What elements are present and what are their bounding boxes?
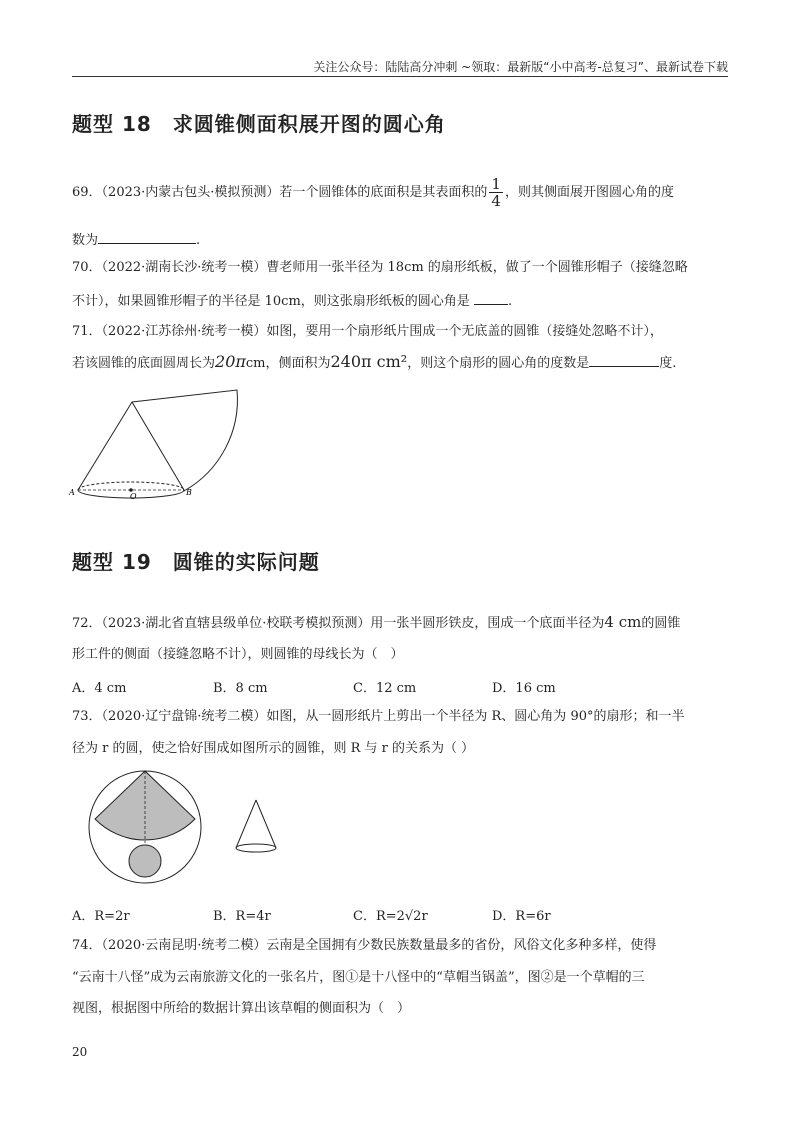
question-71-line2	[72, 352, 732, 374]
question-74	[72, 936, 732, 956]
circle-cutout-figure	[86, 770, 311, 886]
question-69	[72, 176, 732, 209]
q72-line2: 形工件的侧面（接缝忽略不计），则圆锥的母线长为（ ）	[72, 647, 404, 662]
q72-line1b: 的圆锥	[641, 616, 681, 631]
q69-text: 69．（2023·内蒙古包头·模拟预测）若一个圆锥体的底面积是其表面积的	[72, 185, 488, 200]
fraction-denominator: 4	[491, 192, 501, 210]
question-74-line2	[72, 968, 732, 988]
q74-line1: 74．（2020·云南昆明·统考二模）云南是全国拥有少数民族数量最多的省份，风俗文化多种多样，使得	[72, 938, 657, 953]
question-74-line3	[72, 999, 732, 1019]
q70-line1: 70．（2022·湖南长沙·统考一模）曹老师用一张半径为 18cm 的扇形纸板，做了一个圆锥形帽子（接缝忽略	[72, 260, 688, 275]
q73-option-b[interactable]: B．R=4r	[213, 909, 271, 924]
question-73	[72, 707, 732, 727]
q71-math-circumference: 20π	[215, 352, 246, 371]
q72-option-a[interactable]: A．4 cm	[72, 681, 127, 696]
question-72-line2	[72, 645, 732, 665]
cone-sector-figure	[66, 385, 256, 505]
cone-right-edge	[256, 800, 276, 848]
q69-fraction	[489, 176, 503, 209]
page-number: 20	[72, 1045, 88, 1059]
q69-suffix: ，则其侧面展开图圆心角的度	[504, 185, 674, 200]
question-72	[72, 612, 732, 634]
q73-option-d[interactable]: D．R=6r	[492, 909, 551, 924]
fraction-numerator: 1	[491, 175, 501, 193]
page-header: 关注公众号：陆陆高分冲刺 ~领取：最新版“小中高考-总复习”、最新试卷下载	[313, 60, 728, 74]
q70-line2: 不计），如果圆锥形帽子的半径是 10cm，则这张扇形纸板的圆心角是	[72, 294, 470, 309]
q74-line2: “云南十八怪”成为云南旅游文化的一张名片，图①是十八怪中的“草帽当锅盖”，图②是一个草帽的三	[72, 970, 645, 985]
section-title-19: 题型 19 圆锥的实际问题	[72, 550, 320, 574]
q72-line1a: 72．（2023·湖北省直辖县级单位·校联考模拟预测）用一张半圆形铁皮，围成一个底面半径为	[72, 616, 605, 631]
cone-base	[236, 844, 276, 852]
q69-end: .	[196, 233, 201, 248]
q73-line1: 73．（2020·辽宁盘锦·统考二模）如图，从一圆形纸片上剪出一个半径为 R、圆心角为 90°的扇形；和一半	[72, 709, 685, 724]
question-73-line2	[72, 739, 732, 759]
q71-math-area: 240π cm²	[330, 352, 408, 371]
label-b: B	[186, 488, 192, 497]
q73-line2: 径为 r 的圆，使之恰好围成如图所示的圆锥，则 R 与 r 的关系为（ ）	[72, 741, 475, 756]
q70-end: .	[507, 294, 513, 309]
cone-left-edge	[78, 402, 132, 490]
q72-option-d[interactable]: D．16 cm	[492, 681, 556, 696]
cone-left-edge	[236, 800, 256, 848]
section-title-18: 题型 18 求圆锥侧面积展开图的圆心角	[72, 112, 446, 136]
q69-line2-text: 数为	[72, 233, 99, 248]
q73-option-a[interactable]: A．R=2r	[72, 909, 130, 924]
header-divider	[72, 76, 728, 77]
label-o: O	[130, 492, 137, 501]
q71-line2a: 若该圆锥的底面圆周长为	[72, 356, 216, 371]
sector-arc	[132, 390, 237, 491]
q73-option-c[interactable]: C．R=2√2r	[353, 909, 428, 924]
question-71	[72, 322, 732, 342]
answer-blank[interactable]	[98, 229, 196, 244]
question-69-line2	[72, 229, 732, 251]
q71-line1: 71．（2022·江苏徐州·统考一模）如图，要用一个扇形纸片围成一个无底盖的圆锥（接缝处忽略不计），	[72, 324, 663, 339]
q72-math-radius: 4 cm	[604, 613, 642, 631]
question-70-line2	[72, 290, 732, 312]
q71-end: 度.	[659, 356, 677, 371]
answer-blank[interactable]	[589, 352, 659, 367]
small-circle	[129, 845, 161, 877]
q74-line3: 视图，根据图中所给的数据计算出该草帽的侧面积为（ ）	[72, 1001, 411, 1016]
label-a: A	[69, 488, 75, 497]
q72-option-c[interactable]: C．12 cm	[353, 681, 417, 696]
answer-blank[interactable]	[474, 290, 508, 305]
q72-option-b[interactable]: B．8 cm	[213, 681, 268, 696]
question-70	[72, 258, 732, 278]
q71-line2c: ，则这个扇形的圆心角的度数是	[407, 356, 590, 371]
q71-line2b: cm，侧面积为	[245, 356, 331, 371]
cone-right-edge	[132, 402, 184, 490]
